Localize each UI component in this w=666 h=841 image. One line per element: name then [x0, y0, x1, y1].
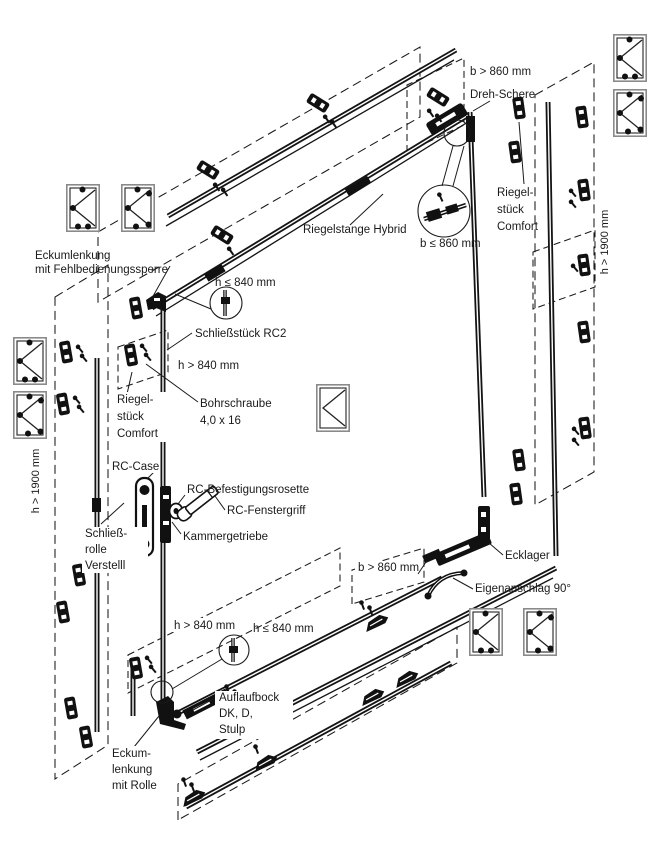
window-turn-icon [470, 609, 502, 655]
eckumlenkung-mit-rolle-corner [151, 681, 186, 730]
window-tilt-turn-icon [122, 185, 154, 231]
label-eckumlenkung-rolle: lenkung [112, 764, 153, 776]
label-schliessstueck-rc2: Schließstück RC2 [195, 328, 287, 340]
sash-right-rail [470, 112, 484, 497]
ecklager-bracket [422, 506, 492, 566]
label-riegelstueck-left: Riegel- [117, 394, 154, 406]
label-schliessrolle: Verstelll [85, 560, 126, 572]
detail-circle-h-le-840-top [175, 287, 242, 319]
label-schliessrolle: rolle [85, 544, 107, 556]
label-auflaufbock: DK, D, [219, 708, 253, 720]
window-turn-icon [67, 185, 99, 231]
top-frame-rail [166, 50, 456, 226]
label-riegelstange-hybrid: Riegelstange Hybrid [303, 224, 407, 236]
schliessrolle-part [92, 498, 101, 512]
window-tilt-turn-icon [14, 392, 46, 438]
label-rc-case: RC-Case [112, 461, 160, 473]
label-kammergetriebe: Kammergetriebe [183, 531, 269, 543]
detail-circle-b-le-860 [418, 146, 470, 237]
label-riegelstueck-right: stück [497, 204, 524, 216]
label-ecklager: Ecklager [505, 550, 550, 562]
label-rc-befestigungsrosette: RC-Befestigungsrosette [187, 484, 310, 496]
label-auflaufbock: Stulp [219, 724, 246, 736]
label-dreh-schere: Dreh-Schere [470, 89, 536, 101]
label-h-gt-840-bottom: h > 840 mm [174, 620, 236, 632]
sash-top-rail-riegelstange-hybrid [152, 114, 470, 316]
label-eigenanschlag: Eigenanschlag 90° [475, 583, 572, 595]
label-bohrschraube: Bohrschraube [200, 398, 272, 410]
eckumlenkung-fehlbedienungssperre-corner [146, 292, 166, 312]
label-eckumlenkung-rolle: mit Rolle [112, 780, 157, 792]
label-eckumlenkung-rolle: Eckum- [112, 748, 151, 760]
label-riegelstueck-left: Comfort [117, 428, 158, 440]
label-schliessrolle: Schließ- [85, 528, 128, 540]
window-outline-icon [317, 385, 349, 431]
label-b-gt-860-top: b > 860 mm [470, 66, 532, 78]
window-turn-icon [14, 338, 46, 384]
label-b-gt-860-bottom: b > 860 mm [358, 562, 420, 574]
label-riegelstueck-left: stück [117, 411, 144, 423]
label-bohrschraube: 4,0 x 16 [200, 415, 241, 427]
label-riegelstueck-right: Riegel- [497, 187, 534, 199]
label-b-le-860: b ≤ 860 mm [420, 238, 481, 250]
label-riegelstueck-right: Comfort [497, 221, 538, 233]
label-rc-fenstergriff: RC-Fenstergriff [227, 505, 306, 517]
label-h-gt-1900-left: h > 1900 mm [30, 448, 42, 514]
label-eckumlenkung-sperre: Eckumlenkung [35, 250, 111, 262]
window-turn-icon [614, 35, 646, 81]
window-tilt-turn-icon [614, 90, 646, 136]
label-h-gt-1900-right: h > 1900 mm [599, 209, 611, 275]
label-eckumlenkung-sperre: mit Fehlbedienungssperre [35, 264, 168, 276]
window-tilt-turn-icon [524, 609, 556, 655]
label-h-le-840-bottom: h ≤ 840 mm [253, 623, 314, 635]
right-frame-rail [548, 102, 556, 556]
label-h-gt-840-top: h > 840 mm [178, 360, 240, 372]
label-auflaufbock: Auflaufbock [219, 692, 280, 704]
label-h-le-840-top: h ≤ 840 mm [215, 277, 276, 289]
